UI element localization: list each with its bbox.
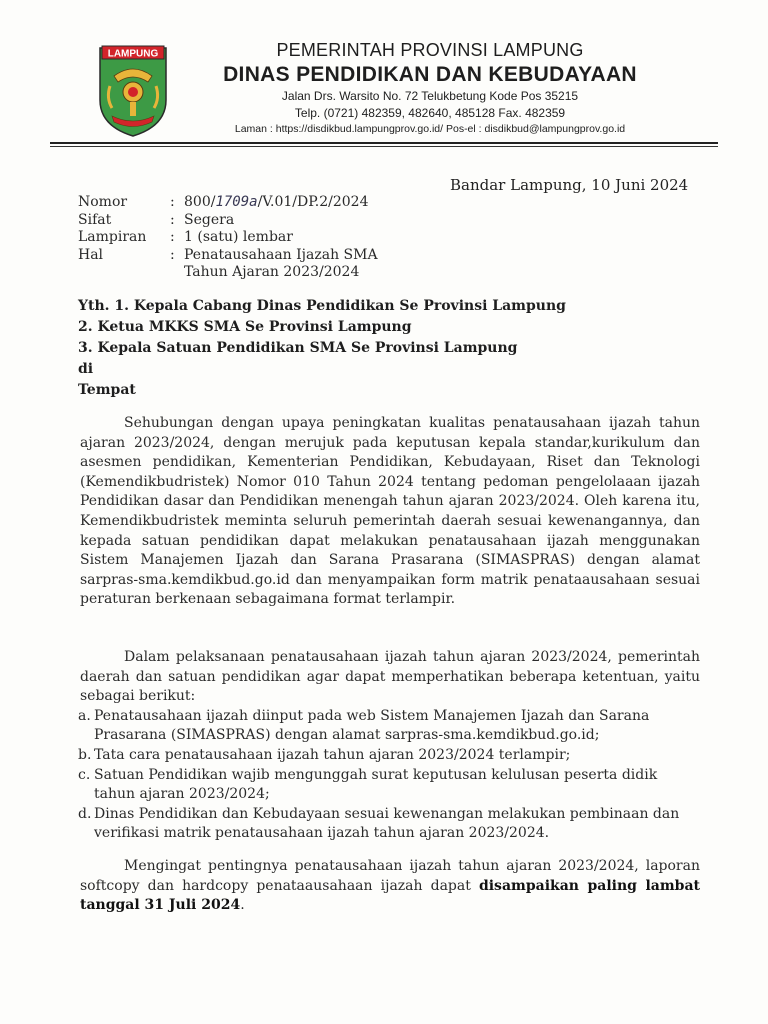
meta-sifat: [78, 212, 378, 230]
letterhead: [170, 38, 690, 137]
colon: :: [170, 211, 175, 228]
sifat-label: Sifat: [78, 211, 112, 228]
paragraph-text: Sehubungan dengan upaya peningkatan kualitas penatausahaan ijazah tahun ajaran 2023/2024, dengan merujuk pada keputusan kepala standar,kurikulum dan asesmen pendidikan, Kementerian Pendidikan, Kebudayaan, Riset dan Teknologi (Kemendikbudristek) Nomor 010 Tahun 2024 tentang pedoman pengelolaaan ijazah Pendidikan dasar dan Pendidikan menengah tahun ajaran 2023/2024. Oleh karena itu, Kemendikbudristek meminta seluruh pemerintah daerah sesuai kewenangannya, dan kepada satuan pendidikan dapat melakukan penatausahaan ijazah menggunakan Sistem Manajemen Ijazah dan Sarana Prasarana (SIMASPRAS) dengan alamat sarpras-sma.kemdikbud.go.id dan menyampaikan form matrik penataausahaan sesuai peraturan berkenaan sebagaimana format terlampir.: [80, 415, 700, 608]
list-item: [80, 805, 700, 844]
paragraph-text: Dalam pelaksanaan penatausahaan ijazah tahun ajaran 2023/2024, pemerintah daerah dan satuan pendidikan agar dapat memperhatikan beberapa ketentuan, yaitu sebagai berikut:: [80, 649, 700, 705]
recipient-line: Yth. 1. Kepala Cabang Dinas Pendidikan Se Provinsi Lampung: [78, 298, 566, 314]
list-item-text: Dinas Pendidikan dan Kebudayaan sesuai kewenangan melakukan pembinaan dan verifikasi matrik penatausahaan ijazah tahun ajaran 2023/2024.: [94, 805, 680, 842]
lampiran-label: Lampiran: [78, 229, 147, 245]
list-item-label: a.: [78, 707, 91, 724]
colon: :: [170, 194, 175, 210]
list-item: [80, 707, 700, 746]
body-paragraph-1: [80, 414, 700, 610]
emblem-lettering: LAMPUNG: [107, 48, 159, 60]
paragraph-text: [80, 857, 700, 916]
recipient-line: 3. Kepala Satuan Pendidikan SMA Se Provinsi Lampung: [78, 340, 518, 356]
meta-hal-cont: [78, 264, 378, 282]
provisions-list: [80, 707, 700, 844]
meta-hal: [78, 247, 378, 265]
body-paragraph-3: [80, 857, 700, 916]
list-item-label: d.: [78, 805, 92, 822]
paragraph-start: Mengingat pentingnya penatausahaan ijazah tahun ajaran 2023/2024, laporan softcopy dan hardcopy penataausahaan ijazah dapat: [80, 858, 700, 894]
letter-meta: [78, 194, 378, 282]
list-item: [80, 746, 700, 766]
recipient-block: [78, 296, 566, 401]
letter-date: Bandar Lampung, 10 Juni 2024: [450, 176, 689, 194]
list-item-label: b.: [78, 746, 92, 763]
nomor-label: Nomor: [78, 194, 128, 210]
lampiran-value: 1 (satu) lembar: [184, 229, 293, 245]
body-paragraph-2: [80, 648, 700, 844]
meta-lampiran: [78, 229, 378, 247]
office-website: Laman : https://disdikbud.lampungprov.go.id/ Pos-el : disdikbud@lampungprov.go.id: [234, 123, 626, 135]
list-item-label: c.: [78, 766, 91, 783]
list-item-text: Satuan Pendidikan wajib mengunggah surat keputusan kelulusan peserta didik tahun ajaran 2023/2024;: [94, 766, 658, 803]
sifat-value: Segera: [184, 211, 235, 228]
paragraph-end: .: [240, 897, 245, 914]
hal-value-continued: Tahun Ajaran 2023/2024: [184, 264, 360, 280]
hal-label: Hal: [78, 246, 104, 263]
letterhead-divider-thin: [50, 146, 718, 147]
list-item-text: Penatausahaan ijazah diinput pada web Sistem Manajemen Ijazah dan Sarana Prasarana (SIMASPRAS) dengan alamat sarpras-sma.kemdikbud.go.id;: [94, 707, 650, 744]
department-name: DINAS PENDIDIKAN DAN KEBUDAYAAN: [223, 63, 637, 86]
meta-nomor: [78, 194, 378, 212]
list-item-text: Tata cara penatausahaan ijazah tahun ajaran 2023/2024 terlampir;: [94, 746, 571, 763]
office-address: Jalan Drs. Warsito No. 72 Telukbetung Kode Pos 35215: [281, 89, 579, 103]
office-phone: Telp. (0721) 482359, 482640, 485128 Fax. 482359: [294, 106, 566, 120]
colon: :: [170, 246, 175, 263]
nomor-handwritten: 1709a: [215, 194, 258, 210]
recipient-line: Tempat: [78, 382, 136, 398]
list-item: [80, 766, 700, 805]
nomor-prefix: 800/: [184, 194, 216, 210]
deadline-emphasis: disampaikan paling lambat tanggal 31 Juli 2024: [80, 877, 700, 914]
letterhead-divider: [50, 142, 718, 144]
colon: :: [170, 229, 175, 245]
nomor-value: [184, 194, 368, 212]
recipient-line: 2. Ketua MKKS SMA Se Provinsi Lampung: [78, 319, 412, 335]
hal-value: Penatausahaan Ijazah SMA: [184, 246, 378, 263]
nomor-suffix: /V.01/DP.2/2024: [257, 194, 369, 210]
government-name: PEMERINTAH PROVINSI LAMPUNG: [276, 40, 584, 60]
recipient-line: di: [78, 361, 94, 377]
lampung-emblem-icon: [96, 42, 170, 138]
